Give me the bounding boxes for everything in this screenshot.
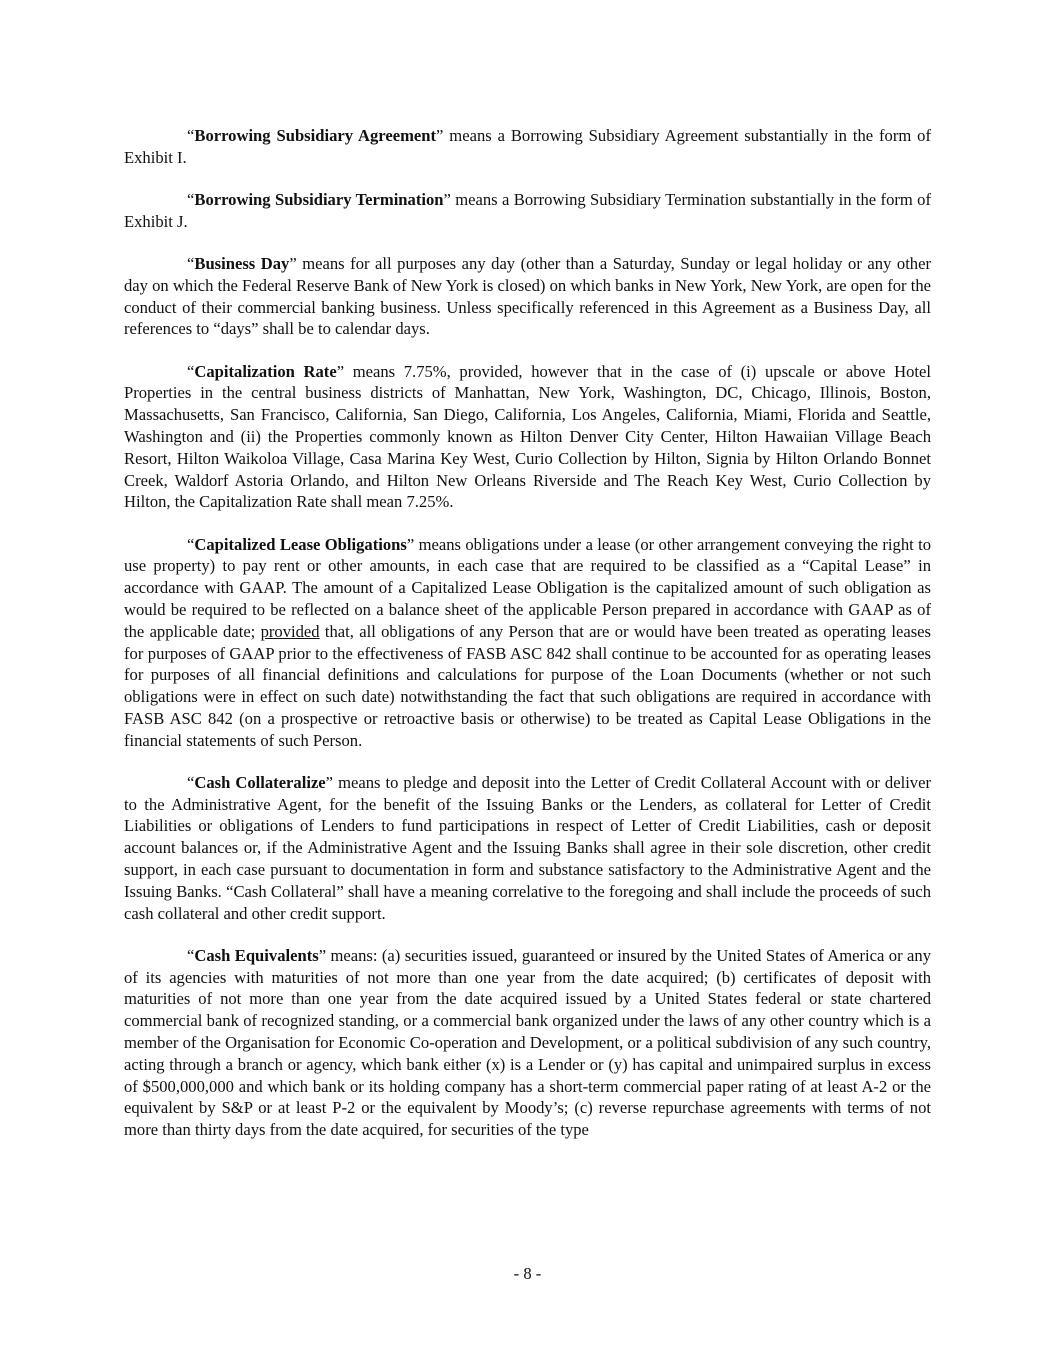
open-quote: “ xyxy=(187,361,195,381)
definition-text: ” means a Borrowing Subsidiary Agreement substantially in the form of Exhibit I. xyxy=(124,126,931,167)
definition-borrowing-subsidiary-agreement xyxy=(124,125,931,169)
definition-capitalization-rate xyxy=(124,361,931,514)
definition-text: ” means for all purposes any day (other than a Saturday, Sunday or legal holiday or any other day on which the Federal Reserve Bank of New York is closed) on which banks in New York, New York, are open for the conduct of their commercial banking business. Unless specifically referenced in this Agreement as a Business Day, all references to “days” shall be to calendar days. xyxy=(124,253,931,339)
open-quote: “ xyxy=(187,772,195,792)
page-number: - 8 - xyxy=(513,1264,542,1283)
defined-term: Capitalized Lease Obligations xyxy=(194,534,407,554)
definition-cash-collateralize xyxy=(124,772,931,925)
definition-borrowing-subsidiary-termination xyxy=(124,189,931,233)
definition-text: ” means obligations under a lease (or other arrangement conveying the right to use property) to pay rent or other amounts, in each case that are required to be classified as a “Capital Lease” in accordance with GAAP. The amount of a Capitalized Lease Obligation is the capitalized amount of such obligation as would be required to be reflected on a balance sheet of the applicable Person prepared in accordance with GAAP as of the applicable date; xyxy=(124,534,931,641)
defined-term: Capitalization Rate xyxy=(194,361,337,381)
open-quote: “ xyxy=(187,126,195,145)
definition-capitalized-lease-obligations xyxy=(124,534,931,752)
defined-term: Borrowing Subsidiary Agreement xyxy=(194,126,437,145)
definition-business-day xyxy=(124,253,931,340)
open-quote: “ xyxy=(187,253,195,273)
definition-text: ” means: (a) securities issued, guaranteed or insured by the United States of America or any of its agencies with maturities of not more than one year from the date acquired; (b) certificates of deposit with maturities of not more than one year from the date acquired issued by a United States federal or state chartered commercial bank of recognized standing, or a commercial bank organized under the laws of any other country which is a member of the Organisation for Economic Co-operation and Development, or a political subdivision of any such country, acting through a branch or agency, which bank either (x) is a Lender or (y) has capital and unimpaired surplus in excess of $500,000,000 and which bank or its holding company has a short-term commercial paper rating of at least A-2 or the equivalent by S&P or at least P-2 or the equivalent by Moody’s; (c) reverse repurchase agreements with terms of not more than thirty days from the date acquired, for securities of the type xyxy=(124,945,931,1140)
defined-term: Cash Collateralize xyxy=(194,772,326,792)
defined-term: Borrowing Subsidiary Termination xyxy=(194,189,444,209)
definition-text: ” means a Borrowing Subsidiary Termination substantially in the form of Exhibit J. xyxy=(124,189,932,231)
open-quote: “ xyxy=(187,189,195,209)
document-page xyxy=(124,125,931,1161)
definition-cash-equivalents xyxy=(124,945,931,1141)
defined-term: Cash Equivalents xyxy=(194,945,319,965)
defined-term: Business Day xyxy=(194,253,290,273)
open-quote: “ xyxy=(187,945,195,965)
underlined-provided: provided xyxy=(260,621,320,641)
open-quote: “ xyxy=(187,534,195,554)
definition-text: ” means to pledge and deposit into the Letter of Credit Collateral Account with or deliver to the Administrative Agent, for the benefit of the Issuing Banks or the Lenders, as collateral for Letter of Credit Liabilities or obligations of Lenders to fund participations in respect of Letter of Credit Liabilities, cash or deposit account balances or, if the Administrative Agent and the Issuing Banks shall agree in their sole discretion, other credit support, in each case pursuant to documentation in form and substance satisfactory to the Administrative Agent and the Issuing Banks. “Cash Collateral” shall have a meaning correlative to the foregoing and shall include the proceeds of such cash collateral and other credit support. xyxy=(124,772,931,923)
definition-text-continued: that, all obligations of any Person that are or would have been treated as operating leases for purposes of GAAP prior to the effectiveness of FASB ASC 842 shall continue to be accounted for as operating leases for purposes of all financial definitions and calculations for purpose of the Loan Documents (whether or not such obligations were in effect on such date) notwithstanding the fact that such obligations are required in accordance with FASB ASC 842 (on a prospective or retroactive basis or otherwise) to be treated as Capital Lease Obligations in the financial statements of such Person. xyxy=(124,621,931,750)
definition-text: ” means 7.75%, provided, however that in the case of (i) upscale or above Hotel Properties in the central business districts of Manhattan, New York, Washington, DC, Chicago, Illinois, Boston, Massachusetts, San Francisco, California, San Diego, California, Los Angeles, California, Miami, Florida and Seattle, Washington and (ii) the Properties commonly known as Hilton Denver City Center, Hilton Hawaiian Village Beach Resort, Hilton Waikoloa Village, Casa Marina Key West, Curio Collection by Hilton, Signia by Hilton Orlando Bonnet Creek, Waldorf Astoria Orlando, and Hilton New Orleans Riverside and The Reach Key West, Curio Collection by Hilton, the Capitalization Rate shall mean 7.25%. xyxy=(124,361,931,512)
